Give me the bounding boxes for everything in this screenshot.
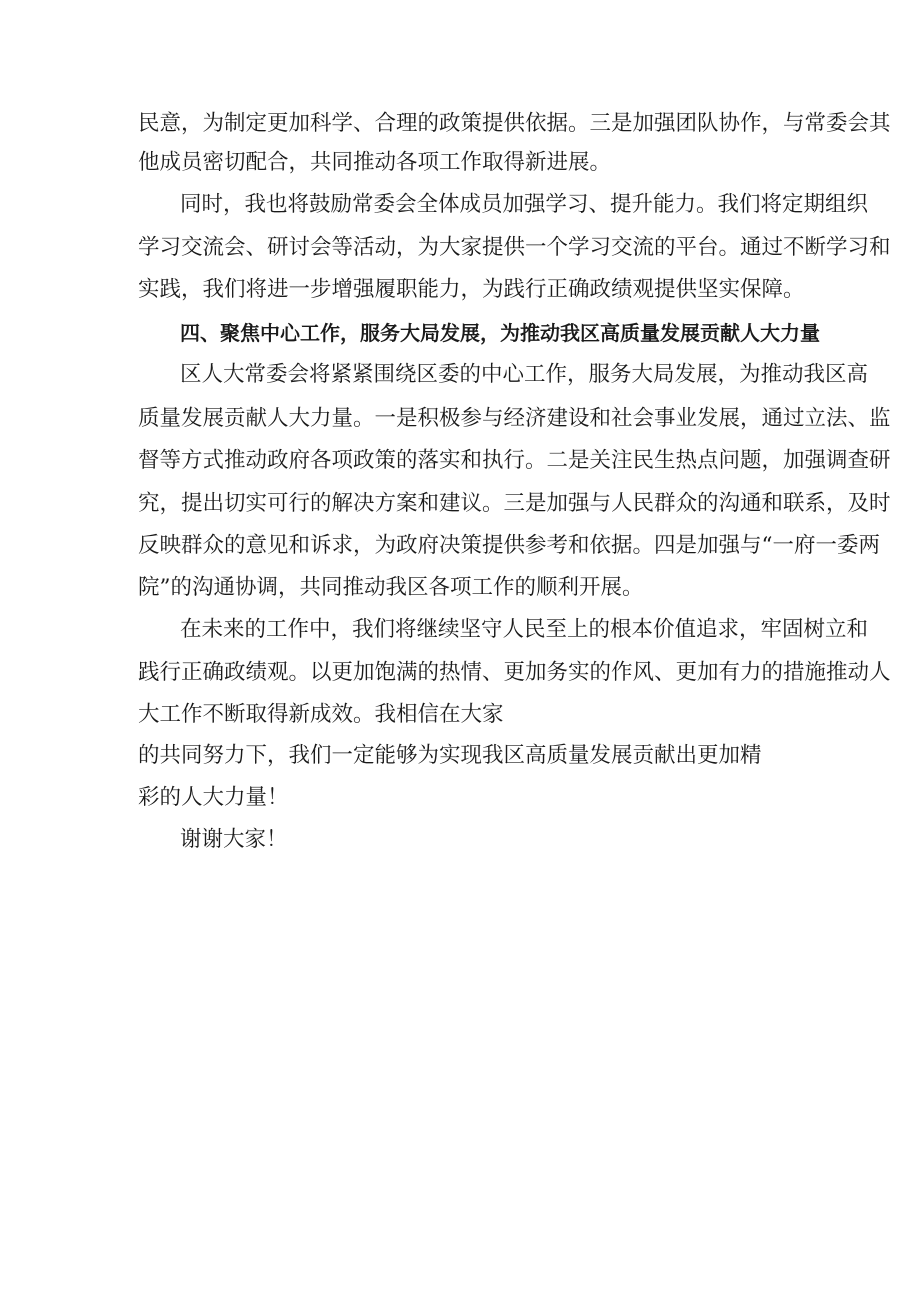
text-line: 督等方式推动政府各项政策的落实和执行。二是关注民生热点问题，加强调查研 bbox=[138, 448, 891, 473]
text-line: 究，提出切实可行的解决方案和建议。三是加强与人民群众的沟通和联系，及时 bbox=[138, 491, 891, 516]
closing-line: 谢谢大家！ bbox=[180, 827, 288, 852]
paragraph-first-line: 区人大常委会将紧紧围绕区委的中心工作，服务大局发展，为推动我区高 bbox=[180, 362, 869, 387]
text-line: 学习交流会、研讨会等活动，为大家提供一个学习交流的平台。通过不断学习和 bbox=[138, 235, 891, 260]
section-heading: 四、聚焦中心工作，服务大局发展，为推动我区高质量发展贡献人大力量 bbox=[180, 321, 820, 345]
text-line: 院”的沟通协调，共同推动我区各项工作的顺利开展。 bbox=[138, 575, 644, 600]
text-line: 彩的人大力量！ bbox=[138, 785, 289, 810]
text-line: 质量发展贡献人大力量。一是积极参与经济建设和社会事业发展，通过立法、监 bbox=[138, 406, 891, 431]
text-line: 他成员密切配合，共同推动各项工作取得新进展。 bbox=[138, 150, 612, 175]
text-line: 民意，为制定更加科学、合理的政策提供依据。三是加强团队协作，与常委会其 bbox=[138, 111, 891, 136]
paragraph-first-line: 在未来的工作中，我们将继续坚守人民至上的根本价值追求，牢固树立和 bbox=[180, 617, 869, 642]
paragraph-first-line: 同时，我也将鼓励常委会全体成员加强学习、提升能力。我们将定期组织 bbox=[180, 192, 869, 217]
text-line: 大工作不断取得新成效。我相信在大家 bbox=[138, 702, 504, 727]
text-line: 实践，我们将进一步增强履职能力，为践行正确政绩观提供坚实保障。 bbox=[138, 277, 805, 302]
text-line: 反映群众的意见和诉求，为政府决策提供参考和依据。四是加强与“一府一委两 bbox=[138, 533, 880, 558]
text-line: 践行正确政绩观。以更加饱满的热情、更加务实的作风、更加有力的措施推动人 bbox=[138, 660, 891, 685]
text-line: 的共同努力下，我们一定能够为实现我区高质量发展贡献出更加精 bbox=[138, 743, 762, 768]
